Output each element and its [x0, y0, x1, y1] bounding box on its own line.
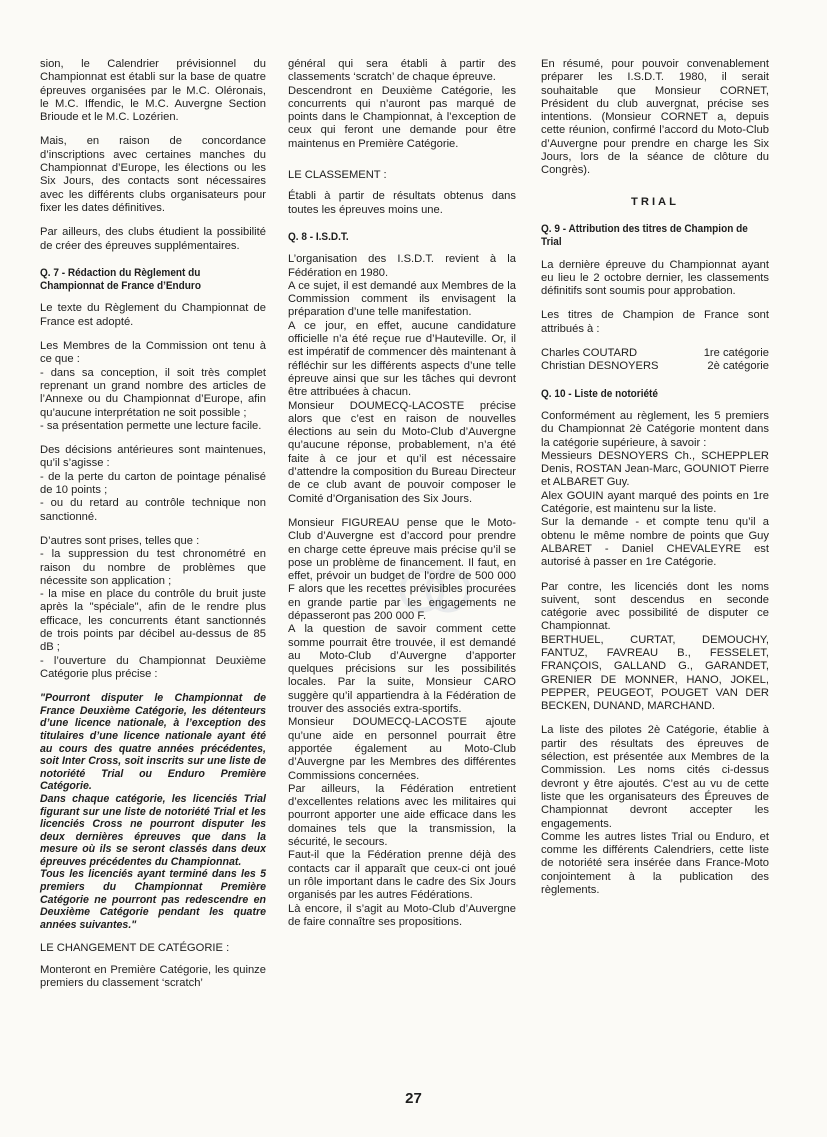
paragraph: Les titres de Champion de France sont attribués à :: [541, 309, 769, 335]
paragraph: Conformément au règlement, les 5 premiers du Championnat 2è Catégorie montent dans la catégorie supérieure, à savoir :: [541, 409, 769, 449]
quote-block: [40, 692, 266, 931]
paragraph-line: Des décisions antérieures sont maintenues, qu’il s’agisse :: [40, 444, 266, 470]
list-item: - la suppression du test chronométré en raison du nombre de problèmes que nécessite son application ;: [40, 548, 266, 587]
paragraph-group: [288, 253, 516, 506]
list-item: - sa présentation permette une lecture facile.: [40, 419, 262, 432]
paragraph: Messieurs DESNOYERS Ch., SCHEPPLER Denis, ROSTAN Jean-Marc, GOUNIOT Pierre et ALBARET Guy.: [541, 449, 769, 489]
heading-q8: Q. 8 - I.S.D.T.: [288, 230, 349, 243]
champion-row: [541, 347, 769, 360]
paragraph: Sur la demande - et compte tenu qu’il a obtenu le même nombre de points que Guy ALBARET - Daniel CHEVALEYRE est autorisé à passer en 1re Catégorie.: [541, 516, 769, 569]
paragraph: Mais, en raison de concordance d’inscriptions avec certaines manches du Championnat d’Europe, les élections ou les Six Jours, des contacts sont nécessaires avec les différents clubs organisateurs pour fixer les dates définitives.: [40, 135, 266, 214]
heading-q10: Q. 10 - Liste de notoriété: [541, 387, 658, 400]
list-item: - la mise en place du contrôle du bruit juste après la "spéciale", afin de le rendre plus efficace, les concurrents étant sanctionnés de trois points par décibel au-dessus de 85 dB ;: [40, 588, 266, 654]
column-left: [40, 58, 266, 1001]
paragraph: Établi à partir de résultats obtenus dans toutes les épreuves moins une.: [288, 190, 516, 216]
paragraph: L’organisation des I.S.D.T. revient à la Fédération en 1980.: [288, 253, 516, 279]
paragraph: [40, 444, 266, 524]
champion-row: [541, 360, 769, 373]
paragraph: Par ailleurs, des clubs étudient la possibilité de créer des épreuves supplémentaires.: [40, 226, 266, 252]
section-title-trial: TRIAL: [631, 195, 679, 208]
page-number: 27: [405, 1090, 422, 1107]
paragraph: général qui sera établi à partir des classements ‘scratch’ de chaque épreuve.: [288, 58, 516, 84]
champion-name: Charles COUTARD: [541, 347, 638, 360]
paragraph-group: [288, 517, 516, 929]
paragraph-group: [541, 581, 769, 714]
paragraph: Monsieur FIGUREAU pense que le Moto-Club d’Auvergne est d’accord pour prendre en charge cette épreuve mais précise qu’il se pose un problème de financement. Il faut, en effet, prévoir un budget de l’ordre de 500 000 F alors que les recettes prévisibles procurées en grande partie par les engagements ne dépasseront pas 200 000 F.: [288, 516, 516, 622]
list-item: - dans sa conception, il soit très complet reprenant un grand nombre des articles de l’Annexe ou du Championnat d’Europe, afin qu’aucune interprétation ne soit possible ;: [40, 366, 266, 419]
paragraph-group: [541, 724, 769, 897]
paragraph: sion, le Calendrier prévisionnel du Championnat est établi sur la base de quatre épreuves organisées par le M.C. Oléronais, le M.C. Iffendic, le M.C. Auvergne Section Brioude et le M.C. Lozérien.: [40, 58, 266, 124]
list-item: - l’ouverture du Championnat Deuxième Catégorie plus précise :: [40, 654, 266, 680]
champions-list: [541, 347, 769, 374]
section-title-classement: LE CLASSEMENT :: [288, 169, 387, 182]
heading-q7: Q. 7 - Rédaction du Règlement du Championnat de France d’Enduro: [40, 266, 201, 293]
quote-line: Tous les licenciés ayant terminé dans les 5 premiers du Championnat Première Catégorie ne pourront pas redescendre en Deuxième Catégorie pendant les quatre années suivantes.": [40, 868, 266, 931]
champion-category: 2è catégorie: [707, 360, 769, 373]
paragraph: Monteront en Première Catégorie, les quinze premiers du classement ‘scratch’: [40, 963, 266, 990]
paragraph: Par ailleurs, la Fédération entretient d’excellentes relations avec les militaires qui pourront apporter une aide efficace dans les domaines tels que la transmission, la sécurité, le secours.: [288, 782, 516, 849]
paragraph-line: D’autres sont prises, telles que :: [40, 534, 200, 547]
paragraph-group: [541, 410, 769, 570]
paragraph: Monsieur DOUMECQ-LACOSTE ajoute qu’une aide en personnel pourrait être apportée également au Moto-Club d’Auvergne par les Membres des différentes Commissions concernées.: [288, 716, 516, 782]
quote-line: "Pourront disputer le Championnat de France Deuxième Catégorie, les détenteurs d’une licence nationale, à l’exception des titulaires d’une licence nationale ayant été au cours des quatre années précédentes, soit Inter Cross, soit inscrits sur une liste de notoriété Trial ou Enduro Première Catégorie.: [40, 692, 266, 793]
list-item: - de la perte du carton de pointage pénalisé de 10 points ;: [40, 470, 266, 497]
paragraph: Monsieur DOUMECQ-LACOSTE précise alors que c’est en raison de nouvelles élections au sein du Moto-Club d’Auvergne qu’aucune réponse, probablement, n’a été faite à ce jour et qu’il est nécessaire d’attendre la composition du Bureau Directeur de ce club avant de pouvoir composer le Comité d’Organisation des Six Jours.: [288, 399, 516, 505]
list-item: - ou du retard au contrôle technique non sanctionné.: [40, 497, 266, 523]
paragraph: Faut-il que la Fédération prenne déjà des contacts car il apparaît que ceux-ci ont joué un rôle important dans le cadre des Six Jours organisés par les autres Fédérations.: [288, 849, 516, 902]
heading-q9: Q. 9 - Attribution des titres de Champion de Trial: [541, 222, 748, 249]
paragraph: Descendront en Deuxième Catégorie, les concurrents qui n’auront pas marqué de points dans le Championnat, à l’exception de ceux qui feront une demande pour être maintenus en Première Catégorie.: [288, 84, 516, 150]
paragraph: Par contre, les licenciés dont les noms suivent, sont descendus en seconde catégorie avec possibilité de disputer ce Championnat.: [541, 580, 769, 633]
column-right: [541, 58, 769, 897]
champion-category: 1re catégorie: [703, 347, 769, 360]
paragraph: A ce sujet, il est demandé aux Membres de la Commission comment ils envisagent la préparation d’une telle manifestation.: [288, 279, 516, 319]
paragraph: Comme les autres listes Trial ou Enduro, et comme les différents Calendriers, cette liste de notoriété sera insérée dans France-Moto conjointement à la publication des règlements.: [541, 830, 769, 897]
names-list: BERTHUEL, CURTAT, DEMOUCHY, FANTUZ, FAVREAU B., FESSELET, FRANÇOIS, GALLAND G., GARANDET, GRENIER DE MONNER, HANO, JOKEL, PEPPER, PEUGEOT, POUGET VAN DER BECKEN, DUNAND, MARCHAND.: [541, 633, 769, 713]
paragraph: Alex GOUIN ayant marqué des points en 1re Catégorie, est maintenu sur la liste.: [541, 489, 769, 516]
paragraph: La dernière épreuve du Championnat ayant eu lieu le 2 octobre dernier, les classements définitifs sont soumis pour approbation.: [541, 258, 769, 298]
paragraph-line: Les Membres de la Commission ont tenu à ce que :: [40, 340, 266, 366]
paragraph: Le texte du Règlement du Championnat de France est adopté.: [40, 302, 266, 328]
paragraph: A la question de savoir comment cette somme pourrait être trouvée, il est demandé au Moto-Club d’Auvergne d’apporter quelques précisions sur les possibilités locales. Par la suite, Monsieur CARO suggère qu’il appartiendra à la Fédération de trouver des associés extra-sportifs.: [288, 623, 516, 716]
paragraph: La liste des pilotes 2è Catégorie, établie à partir des résultats des épreuves de sélection, est présentée aux Membres de la Commission. Les noms cités ci-dessus devront y être ajoutés. C’est au vu de cette liste que les organisateurs des Épreuves de Championnat devront accepter les engagements.: [541, 724, 769, 830]
column-middle: [288, 58, 516, 929]
paragraph: Là encore, il s’agit au Moto-Club d’Auvergne de faire connaître ses propositions.: [288, 902, 516, 928]
champion-name: Christian DESNOYERS: [541, 360, 659, 373]
section-title-changement: LE CHANGEMENT DE CATÉGORIE :: [40, 942, 230, 955]
paragraph: [40, 535, 266, 681]
quote-line: Dans chaque catégorie, les licenciés Trial figurant sur une liste de notoriété Trial et les licenciés Cross ne pourront disputer les deux dernières épreuves que dans la mesure où ils se seront classés dans deux épreuves précédentes du Championnat.: [40, 792, 266, 868]
paragraph: A ce jour, en effet, aucune candidature officielle n’a été reçue rue d’Hauteville. Or, il est impératif de commencer dès maintenant à réfléchir sur les différents aspects d’une telle épreuve ainsi que sur les tâches qui devront être attribuées à chacun.: [288, 319, 516, 399]
paragraph: En résumé, pour pouvoir convenablement préparer les I.S.D.T. 1980, il serait souhaitable que Monsieur CORNET, Président du club auvergnat, précise ses intentions. (Monsieur CORNET a, depuis cette réunion, confirmé l’accord du Moto-Club d’Auvergne pour prendre en charge les Six Jours, lors de la séance de clôture du Congrès).: [541, 58, 769, 177]
paragraph: [40, 340, 266, 433]
